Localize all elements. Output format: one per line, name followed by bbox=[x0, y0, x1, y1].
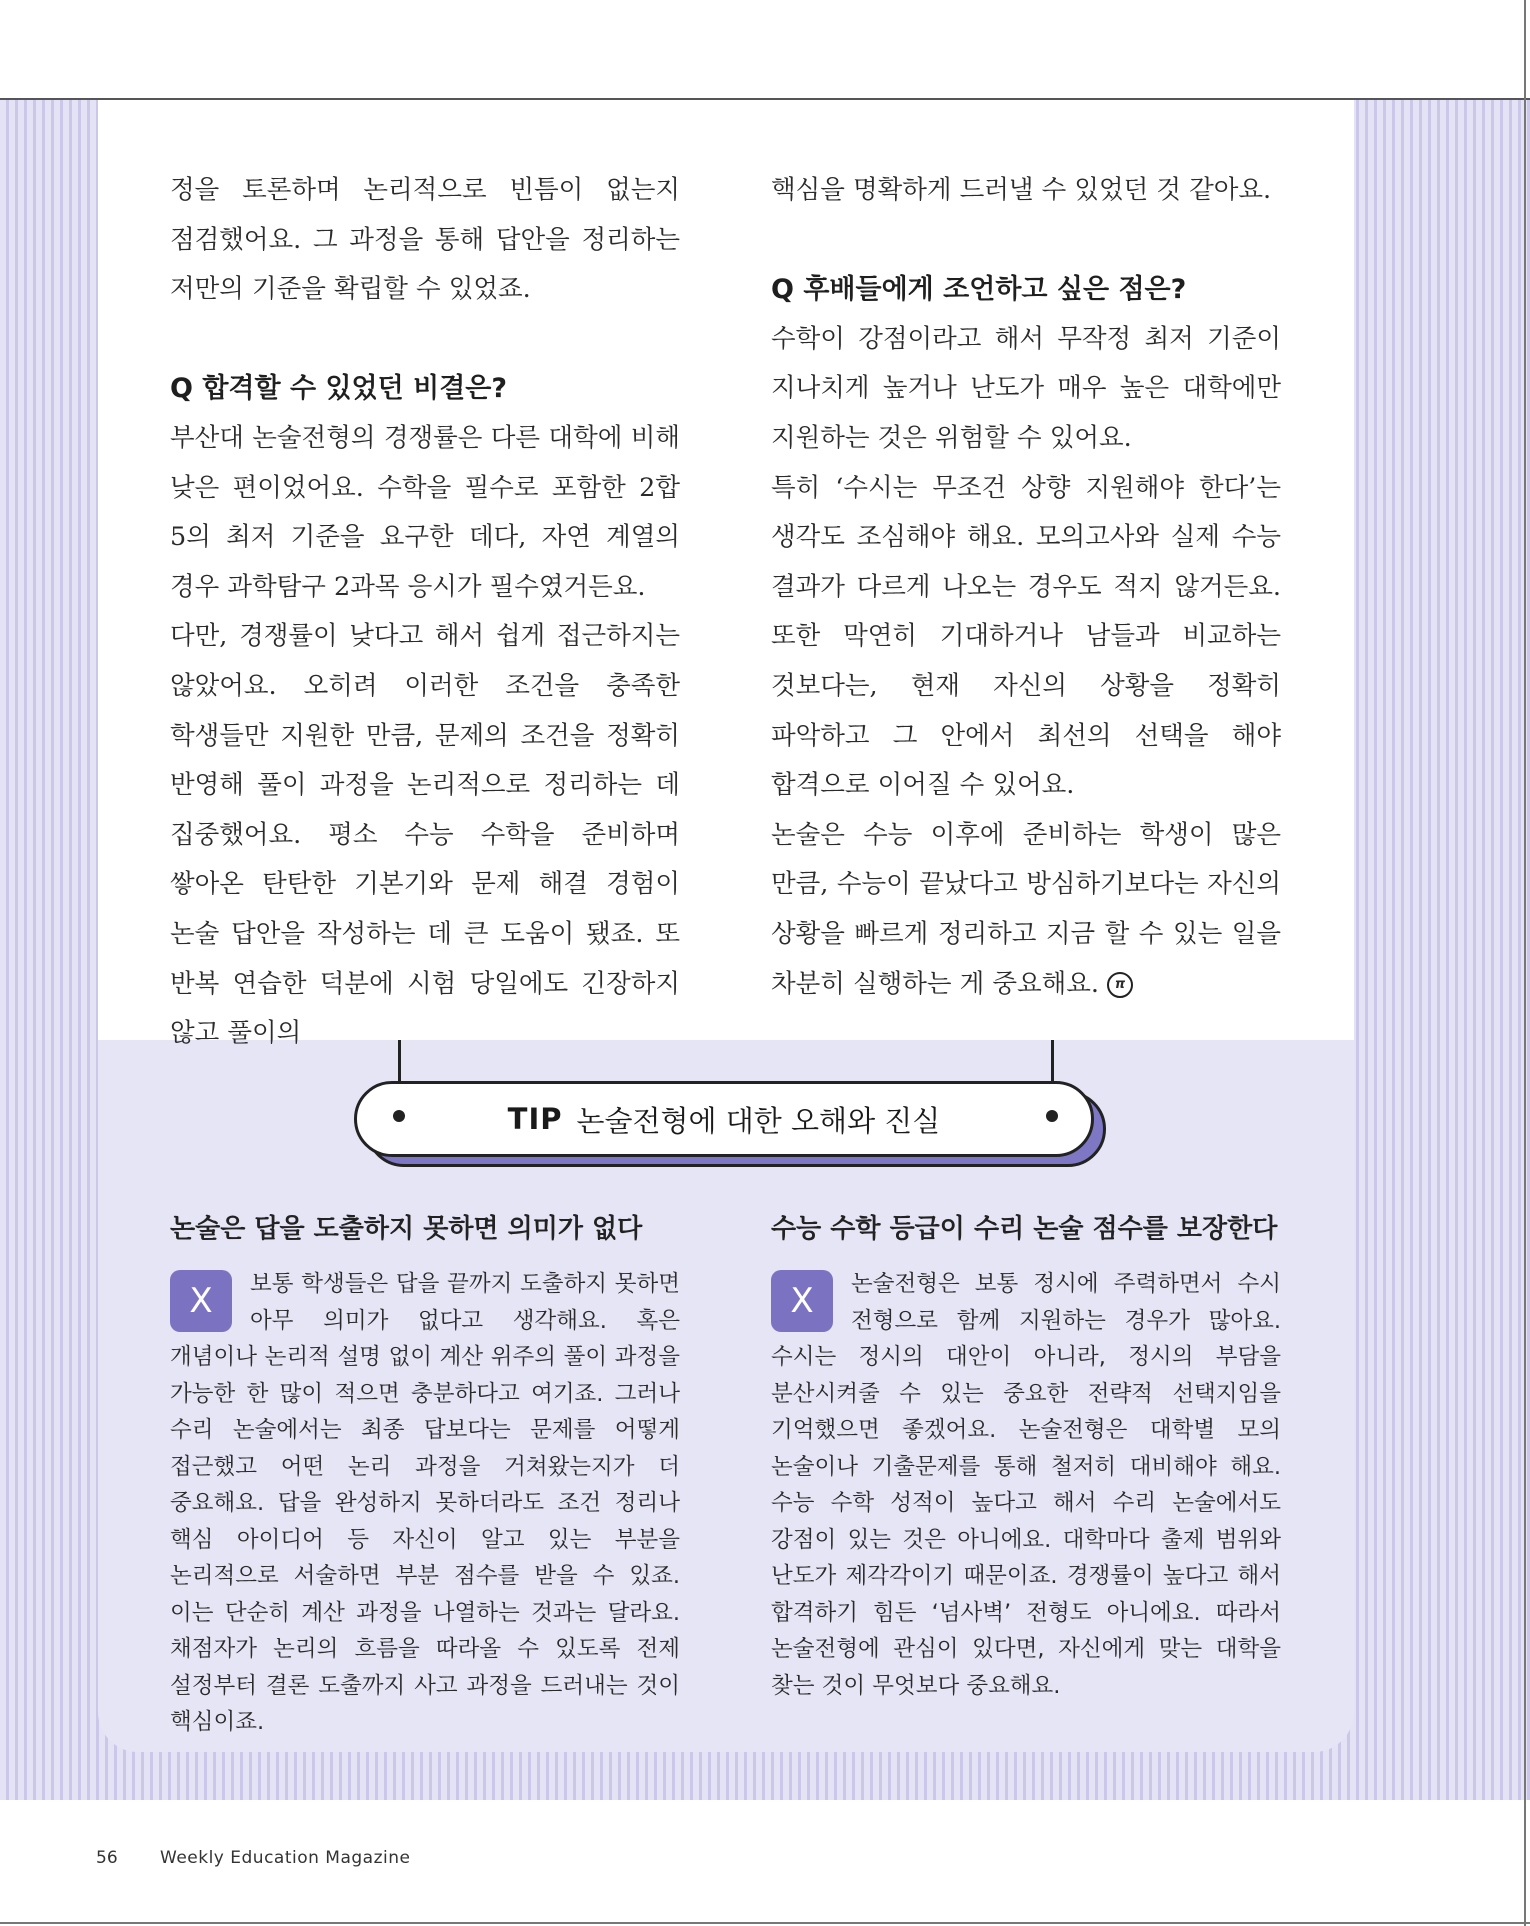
page-edge-bottom bbox=[0, 1922, 1530, 1924]
body-paragraph: 수학이 강점이라고 해서 무작정 최저 기준이 지나치게 높거나 난도가 매우 높은 대학에만 지원하는 것은 위험할 수 있어요. bbox=[771, 323, 1281, 453]
myth-1-body: 보통 학생들은 답을 끝까지 도출하지 못하면 아무 의미가 없다고 생각해요. 혹은 개념이나 논리적 설명 없이 계산 위주의 풀이 과정을 가능한 한 많이 적으면 충분하다고 여기죠. 그러나 수리 논술에서는 최종 답보다는 문제를 어떻게 접근했고 어떤 논리 과정을 거쳐왔는지가 더 중요해요. 답을 완성하지 못하더라도 조건 정리나 핵심 아이디어 등 자신이 알고 있는 부분을 논리적으로 서술하면 부분 점수를 받을 수 있죠. 이는 단순히 계산 과정을 나열하는 것과는 달라요. 채점자가 논리의 흐름을 따라올 수 있도록 전제 설정부터 결론 도출까지 사고 과정을 드러내는 것이 핵심이죠. bbox=[170, 1271, 680, 1735]
paragraph-gap bbox=[771, 216, 1281, 266]
page-number: 56 bbox=[96, 1848, 118, 1868]
myth-1-body-block bbox=[170, 1266, 680, 1741]
page-edge-right bbox=[1524, 0, 1526, 1926]
myth-2-title: 수능 수학 등급이 수리 논술 점수를 보장한다 bbox=[771, 1214, 1278, 1244]
magazine-name: Weekly Education Magazine bbox=[160, 1848, 411, 1868]
body-paragraph: 다만, 경쟁률이 낮다고 해서 쉽게 접근하지는 않았어요. 오히려 이러한 조건을 충족한 학생들만 지원한 만큼, 문제의 조건을 정확히 반영해 풀이 과정을 논리적으로 정리하는 데 집중했어요. 평소 수능 수학을 준비하며 쌓아온 탄탄한 기본기와 문제 해결 경험이 논술 답안을 작성하는 데 큰 도움이 됐죠. 또 반복 연습한 덕분에 시험 당일에도 긴장하지 않고 풀이의 bbox=[170, 621, 680, 1049]
x-badge-icon: X bbox=[771, 1270, 833, 1332]
interview-question: Q 합격할 수 있었던 비결은? bbox=[170, 373, 508, 405]
tip-pin-left bbox=[393, 1110, 405, 1122]
tip-label: TIP bbox=[507, 1102, 563, 1136]
article-right-column bbox=[771, 166, 1281, 1009]
tip-banner bbox=[354, 1081, 1094, 1157]
interview-question: Q 후배들에게 조언하고 싶은 점은? bbox=[771, 274, 1187, 306]
body-paragraph: 부산대 논술전형의 경쟁률은 다른 대학에 비해 낮은 편이었어요. 수학을 필수로 포함한 2합 5의 최저 기준을 요구한 데다, 자연 계열의 경우 과학탐구 2과목 응시가 필수였거든요. bbox=[170, 422, 680, 602]
myth-1-title: 논술은 답을 도출하지 못하면 의미가 없다 bbox=[170, 1214, 643, 1244]
body-paragraph: 논술은 수능 이후에 준비하는 학생이 많은 만큼, 수능이 끝났다고 방심하기보다는 자신의 상황을 빠르게 정리하고 지금 할 수 있는 일을 차분히 실행하는 게 중요해요. π bbox=[771, 819, 1281, 999]
tip-pin-right bbox=[1046, 1110, 1058, 1122]
body-paragraph: 핵심을 명확하게 드러낼 수 있었던 것 같아요. bbox=[771, 175, 1272, 205]
body-paragraph: 특히 ‘수시는 무조건 상향 지원해야 한다’는 생각도 조심해야 해요. 모의고사와 실제 수능 결과가 다르게 나오는 경우도 적지 않거든요. 또한 막연히 기대하거나 남들과 비교하는 것보다는, 현재 자신의 상황을 정확히 파악하고 그 안에서 최선의 선택을 해야 합격으로 이어질 수 있어요. bbox=[771, 472, 1281, 801]
myth-2-body-block bbox=[771, 1266, 1281, 1704]
tip-title: 논술전형에 대한 오해와 진실 bbox=[576, 1103, 941, 1138]
paragraph-gap bbox=[170, 315, 680, 365]
page-top-margin bbox=[0, 0, 1530, 100]
x-badge-icon: X bbox=[170, 1270, 232, 1332]
end-mark-icon: π bbox=[1107, 972, 1133, 998]
myth-2-body: 논술전형은 보통 정시에 주력하면서 수시 전형으로 함께 지원하는 경우가 많아요. 수시는 정시의 대안이 아니라, 정시의 부담을 분산시켜줄 수 있는 중요한 전략적 선택지임을 기억했으면 좋겠어요. 논술전형은 대학별 모의 논술이나 기출문제를 통해 철저히 대비해야 해요. 수능 수학 성적이 높다고 해서 수리 논술에서도 강점이 있는 것은 아니에요. 대학마다 출제 범위와 난도가 제각각이기 때문이죠. 경쟁률이 높다고 해서 합격하기 힘든 ‘넘사벽’ 전형도 아니에요. 따라서 논술전형에 관심이 있다면, 자신에게 맞는 대학을 찾는 것이 무엇보다 중요해요. bbox=[771, 1271, 1281, 1699]
body-paragraph: 정을 토론하며 논리적으로 빈틈이 없는지 점검했어요. 그 과정을 통해 답안을 정리하는 저만의 기준을 확립할 수 있었죠. bbox=[170, 175, 680, 305]
article-left-column bbox=[170, 166, 680, 1059]
